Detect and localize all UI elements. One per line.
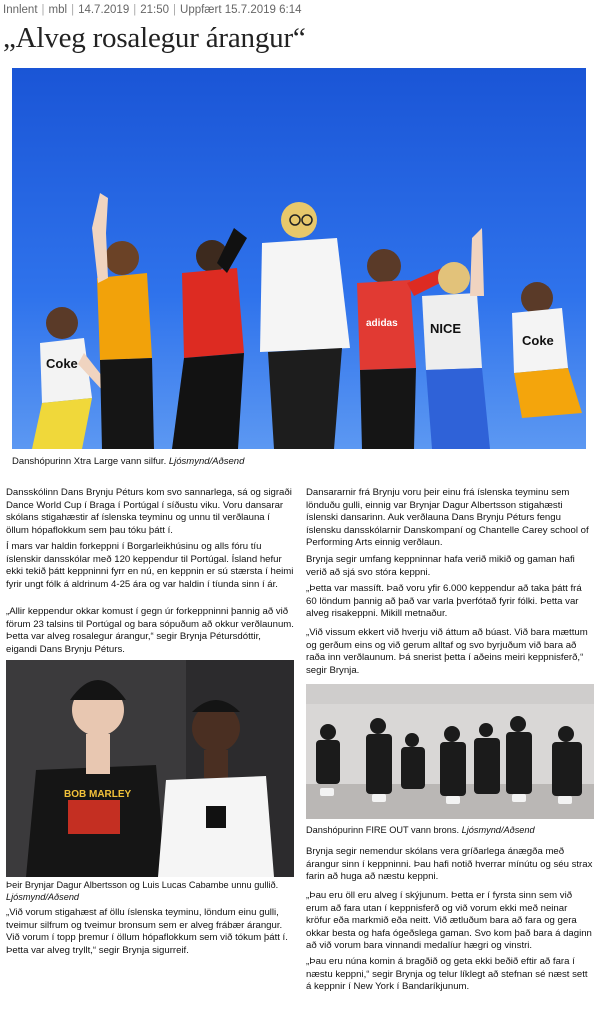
paragraph: „Allir keppendur okkar komust í gegn úr forkeppninni þannig að við förum 23 talsins til Portúgal og bara sópuðum að okkur verðlaunum. Þetta var alveg rosalegur árangur,“ segir Brynja Pétursdóttir, eigandi Dans Brynju Péturs. xyxy=(6,606,294,655)
paragraph: „Við vissum ekkert við hverju við áttum að búast. Við bara mættum og gerðum eins og við gerum alltaf og svo byrjuðum við bara að raða inn verðlaunum. Þá snerist þetta í aðeins meiri keppnisferð,“ segir Brynja. xyxy=(306,627,588,676)
group-photo[interactable] xyxy=(306,684,594,819)
paragraph: „Þau eru öll eru alveg í skýjunum. Þetta er í fyrsta sinn sem við erum að fara utan í keppnisferð og við vorum ekki með neinar kröfur eða markmið eða neitt. Við ætluðum bara að fara og gera okkar besta og hafa ógeðslega gaman. Svo kom það bara á daginn að við vorum bara vinnandi medalíur hægri og vinstri. xyxy=(306,890,592,952)
article-title: „Alveg rosalegur árangur“ xyxy=(3,22,306,54)
paragraph: „Þetta var massíft. Það voru yfir 6.000 keppendur að taka þátt frá 60 löndum þannig að það var varla þverfótað fyrir fólki. Þetta var alveg risakeppni. Mikill metnaður. xyxy=(306,583,582,620)
duo-photo-caption xyxy=(6,880,294,903)
meta-source: mbl xyxy=(48,4,68,16)
shirt-print-nice: NICE xyxy=(430,321,462,336)
paragraph: „Við vorum stigahæst af öllu íslenska teyminu, löndum einu gulli, tveimur silfrum og tveimur bronsum sem er alveg frábær árangur. Við vorum í topp þremur í öllum hópaflokkum sem við tókum þátt í. Þetta var alveg tryllt,“ segir Brynja sigurreif. xyxy=(6,907,288,956)
group-caption-credit: Ljósmynd/Aðsend xyxy=(461,825,535,835)
article-meta: Innlent | mbl | 14.7.2019 | 21:50 | Uppfært 15.7.2019 6:14 xyxy=(3,4,302,16)
paragraph: Brynja segir umfang keppninnar hafa verið mikið og gaman hafi verið að sjá svo stóra keppni. xyxy=(306,554,575,578)
group-caption-text: Danshópurinn FIRE OUT vann brons. xyxy=(306,825,460,835)
shirt-print-bob-marley: BOB MARLEY xyxy=(64,789,132,800)
paragraph: Í mars var haldin forkeppni í Borgarleikhúsinu og alls fóru tíu íslenskir dansskólar með 120 keppendur til Portúgal. Ísland hefur ekki tekið þátt keppninni fyrr en nú, en keppnin er sú stærsta í heimi fyrir ungt fólk á aldrinum 4-25 ára og var haldin í tíunda sinn í ár. xyxy=(6,541,294,590)
shirt-print-coke-right: Coke xyxy=(522,333,554,348)
paragraph: „Þau eru núna komin á bragðið og geta ekki beðið eftir að fara í næstu keppni,“ segir Brynja og telur líklegt að stefnan sé næst sett á keppnir í New York í Bandaríkjunum. xyxy=(306,956,588,993)
main-caption-credit: Ljósmynd/Aðsend xyxy=(168,456,245,467)
group-photo-caption xyxy=(306,824,594,837)
paragraph: Dansskólinn Dans Brynju Péturs kom svo sannarlega, sá og sigraði Dance World Cup í Braga í Portúgal í síðustu viku. Voru dansarar skólans stigahæstir af íslenska teyminu og unnu til verðlauna í öllum hópaflokkum sem þau tóku þátt í. xyxy=(6,487,292,536)
meta-date: 14.7.2019 xyxy=(78,4,130,16)
paragraph: Brynja segir nemendur skólans vera gríðarlega ánægða með árangur sinn í keppninni. Þau hafi notið hverrar mínútu og séu strax farin að huga að næstu keppni. xyxy=(306,846,593,883)
meta-section[interactable]: Innlent xyxy=(3,4,38,16)
duo-caption-credit: Ljósmynd/Aðsend xyxy=(6,891,80,902)
meta-time: 21:50 xyxy=(140,4,170,16)
main-photo-caption xyxy=(12,456,586,469)
duo-caption-text: Þeir Brynjar Dagur Albertsson og Luis Lucas Cabambe unnu gullið. xyxy=(6,880,279,890)
shirt-print-adidas: adidas xyxy=(366,318,398,329)
main-caption-text: Danshópurinn Xtra Large vann silfur. xyxy=(12,456,167,467)
duo-photo[interactable] xyxy=(6,660,294,877)
shirt-print-coke-left: Coke xyxy=(46,356,78,371)
main-photo[interactable] xyxy=(12,68,586,449)
meta-updated: Uppfært 15.7.2019 6:14 xyxy=(180,4,302,16)
paragraph: Dansararnir frá Brynju voru þeir einu frá íslenska teyminu sem lönduðu gulli, einnig var Brynjar Dagur Albertsson stigahæsti íslenski dansarinn. Auk verðlauna Dans Brynju Péturs fengu íslensku dansskólarnir Danskompaní og Chantelle Carey school of Performing Arts einnig verðlaun. xyxy=(306,487,589,549)
